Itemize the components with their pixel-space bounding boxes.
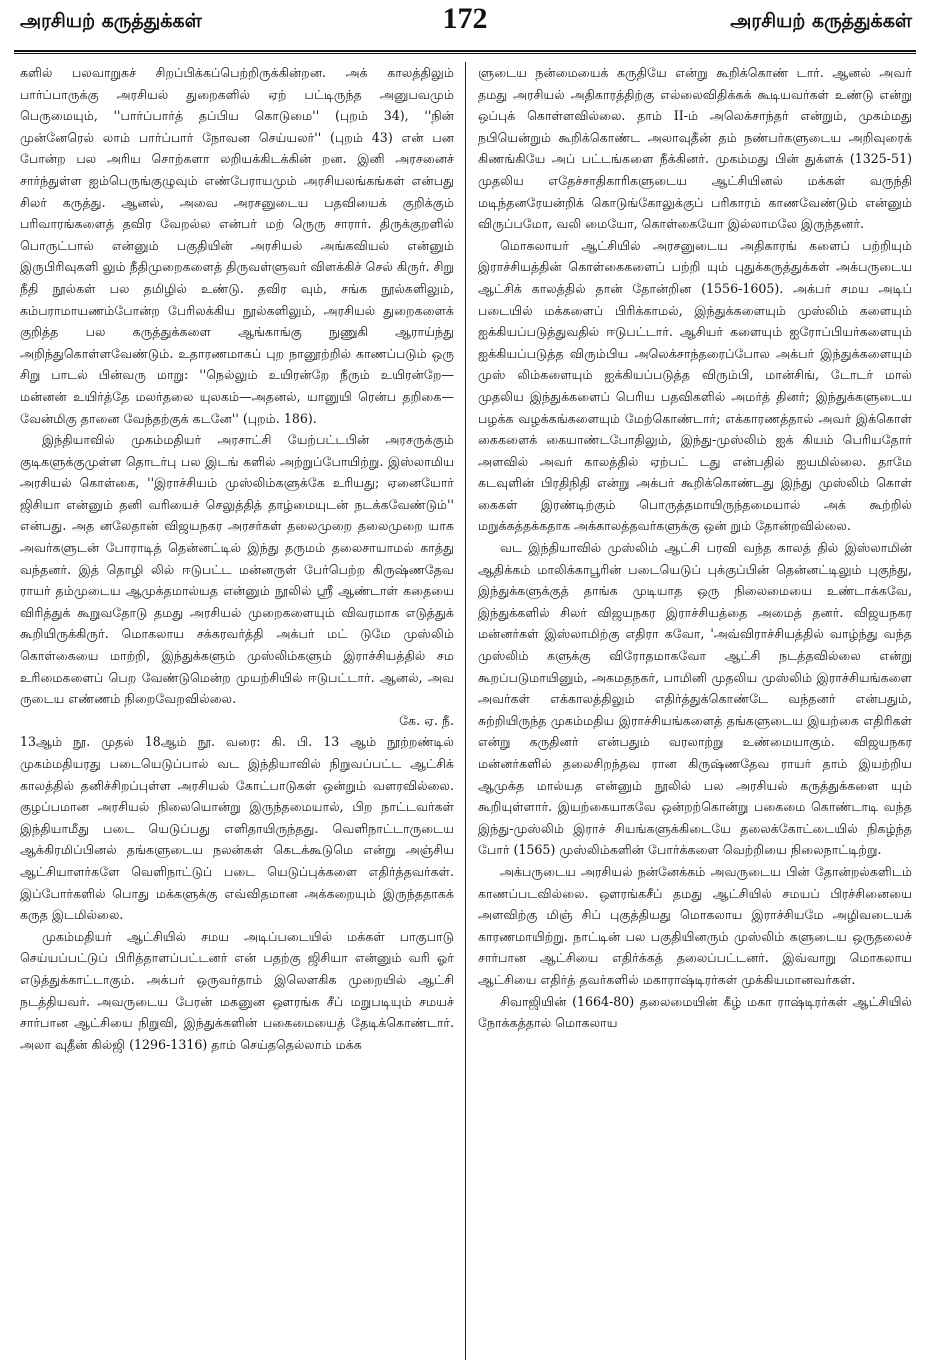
paragraph: ளுடைய நன்மையைக் கருதியே என்று கூறிக்கொண் டார். ஆனல் அவர் தமது அரசியல் அதிகாரத்திற்கு எல்லைவிதிக்கக் கூடியவர்கள் உண்டு என்று ஒப்புக் கொள்ளவில்லை. தாம் II-ம் அலெக்சாந்தர் என்றும், முகம்மது நபியென்றும் கூறிக்கொண்ட அலாவுதீன் தம் நண்பர்களுடைய அறிவுரைக் கிணங்கியே அப் பட்டங்களை நீக்கினர். முகம்மது பின் துக்ளக் (1325-51) முதலிய எதேச்சாதிகாரிகளுடைய ஆட்சியினல் மக்கள் வருந்தி மடிந்தனரேயன்றிக் கொடுங்கோலுக்குப் பரிகாரம் காணவேண்டும் என்னும் விருப்பமோ, வலி மையோ, கொள்கையோ இல்லாமலே இருந்தனர். <box>478 65 912 232</box>
page-number: 172 <box>442 2 488 35</box>
header-rule <box>14 50 916 54</box>
paragraph: வட இந்தியாவில் முஸ்லிம் ஆட்சி பரவி வந்த காலத் தில் இஸ்லாமின் ஆதிக்கம் மாலிக்காபூரின் படையெடுப் புக்குப்பின் தென்னட்டிலும் புகுந்து, இந்துக்களுக்குத் தாங்க முடியாத ஒரு நிலைமையை உண்டாக்கவே, இந்துக்களில் சிலர் விஜயநகர இராச்சியத்தை அமைத் தனர். விஜயநகர மன்னர்கள் இஸ்லாமிற்கு எதிரா கவோ, 'அவ்விராச்சியத்தில் வாழ்ந்து வந்த முஸ்லிம் களுக்கு விரோதமாகவோ ஆட்சி நடத்தவில்லை என்று கூறப்படுமாயினும், அகமதநகர், பாமினி முதலிய முஸ்லிம் இராச்சியங்களை அவர்கள் எக்காலத்திலும் எதிர்த்துக்கொண்டே வந்தனர் என்பதும், சுற்றியிருந்த முகம்மதிய இராச்சியங்களைத் தங்களுடைய இயற்கை எதிரிகள் என்று கருதினர் என்பதும் வரலாற்று உண்மையாகும். விஜயநகர மன்னர்களில் தலைசிறந்தவ ரான கிருஷ்ணதேவ ராயர் தாம் இயற்றிய ஆமுக்த மால்யத என்னும் நூலில் பல அரசியல் கருத்துக்களை யும் கூறியுள்ளார். இயற்கையாகவே ஒன்றற்கொன்று பகைமை கொண்டாடி வந்த இந்து-முஸ்லிம் இராச் சியங்களுக்கிடையே தலைக்கோட்டையில் நிகழ்ந்த போர் (1565) முஸ்லிம்களின் போர்க்களை வெற்றியை நிலைநாட்டிற்று. <box>478 540 912 858</box>
paragraph: இந்தியாவில் முகம்மதியர் அரசாட்சி யேற்பட்டபின் அரசருக்கும் குடிகளுக்குமுள்ள தொடர்பு பல இடங் களில் அற்றுப்போயிற்று. இஸ்லாமிய அரசியல் கொள்கை, ''இராச்சியம் முஸ்லிம்களுக்கே உரியது; ஏனையோர் ஜிசியா என்னும் தனி வரியைச் செலுத்தித் தாழ்மையுடன் நடக்கவேண்டும்'' என்பது. அத னலேதான் விஜயநகர அரசர்கள் தலைமுறை தலைமுறை யாக அவர்களுடன் போராடித் தென்னட்டில் இந்து தருமம் தலைசாயாமல் காத்து வந்தனர். இத் தொழி லில் ஈடுபட்ட மன்னருள் பேர்பெற்ற கிருஷ்ணதேவ ராயர் தம்முடைய ஆமுக்தமால்யத என்னும் நூலில் ஸ்ரீ ஆண்டாள் கதையை விரித்துக் கூறுவதோடு தமது அரசியல் முறைகளையும் விவரமாக எடுத்துக் கூறியிருக்கிருர். மொகலாய சக்கரவர்த்தி அக்பர் மட் டுமே முஸ்லிம் கொள்கையை மாற்றி, இந்துக்களும் முஸ்லிம்களும் இராச்சியத்தில் சம உரிமைகளைப் பெற வேண்டுமென்ற முயற்சியில் ஈடுபட்டார். ஆனல், அவ ருடைய எண்ணம் நிறைவேறவில்லை. <box>20 432 454 707</box>
paragraph: முகம்மதியர் ஆட்சியில் சமய அடிப்படையில் மக்கள் பாகுபாடு செய்யப்பட்டுப் பிரித்தாளப்பட்டனர் என் பதற்கு ஜிசியா என்னும் வரி ஓர் எடுத்துக்காட்டாகும். அக்பர் ஒருவர்தாம் இலௌகிக முறையில் ஆட்சி நடத்தியவர். அவருடைய பேரன் மகனுன ஔரங்க சீப் மறுபடியும் சமயச் சார்பான ஆட்சியை நிறுவி, இந்துக்களின் பகைமையைத் தேடிக்கொண்டார். அலா வுதீன் கில்ஜி (1296-1316) தாம் செய்ததெல்லாம் மக்க <box>20 928 454 1052</box>
paragraph: களில் பலவாறுகச் சிறப்பிக்கப்பெற்றிருக்கின்றன. அக் காலத்திலும் பார்ப்பாருக்கு அரசியல் துறைகளில் ஏற் பட்டிருந்த அனுபவமும் பெருமையும், ''பார்ப்பார்த் தப்பிய கொடுமை'' (புறம் 34), ''நின் முன்னேரெல் லாம் பார்ப்பார் நோவன செய்யலர்'' (புறம் 43) என் பன போன்ற பல அரிய சொற்களா லறியக்கிடக்கின் றன. இனி அரசனைச் சார்ந்துள்ள ஐம்பெருங்குழுவும் எண்பேராயமும் அரசியலங்கங்கள் என்பது சிலர் கருத்து. ஆனல், அவை அரசனுடைய பதவியைக் குறிக்கும் பரிவாரங்களைத் தவிர வேறல்ல என்பர் மற் ருெரு சாரார். திருக்குறளில் பொருட்பால் என்னும் பகுதியின் அரசியல் அங்கவியல் என்னும் இருபிரிவுகளி லும் நீதிமுறைகளைத் திருவள்ளுவர் விளக்கிச் செல் கிருர். சிறு நீதி நூல்கள் பல தமிழில் உண்டு. தவிர வும், சங்க நூல்களிலும், கம்பராமாயணம்போன்ற பேரிலக்கிய நூல்களிலும், அரசியல் துறைகளைக் குறித்த பல கருத்துக்களை ஆங்காங்கு நுணுகி ஆராய்ந்து அறிந்துகொள்ளவேண்டும். உதாரணமாகப் புற நானூற்றில் காணப்படும் ஒரு சிறு பாடல் பின்வரு மாறு: ''நெல்லும் உயிரன்றே நீரும் உயிரன்றே— மன்னன் உயிர்த்தே மலர்தலை யுலகம்—அதனல், யானுயி ரென்ப தறிகை—வேன்மிகு தானை வேந்தற்குக் கடனே'' (புறம். 186). <box>20 65 454 426</box>
author-signature: கே. ஏ. நீ. <box>399 712 454 728</box>
column-divider <box>465 62 466 1360</box>
right-column <box>478 62 912 1360</box>
section-paragraph: 13ஆம் நூ. முதல் 18ஆம் நூ. வரை: கி. பி. 13 ஆம் நூற்றண்டில் முகம்மதியரது படையெடுப்பால் வட இந்தியாவில் நிறுவப்பட்ட ஆட்சிக் காலத்தில் தனிச்சிறப்புள்ள அரசியல் கோட்பாடுகள் ஒன்றும் வளரவில்லை. குழப்பமான அரசியல் நிலையொன்று இருந்தமையால், பிற நாட்டவர்கள் இந்தியாமீது படை யெடுப்பது எளிதாயிருந்தது. வெளிநாட்டாருடைய ஆக்கிரமிப்பினல் தங்களுடைய நலன்கள் கெடக்கூடுமெ என்று அஞ்சிய ஆட்சியாளர்களே வெளிநாட்டுப் படை யெடுப்புக்களை எதிர்த்தவர்கள். இப்போர்களில் பொது மக்களுக்கு எவ்விதமான அக்கறையும் இருந்ததாகக் கருத இடமில்லை. <box>20 734 454 923</box>
running-title-left: அரசியற் கருத்துக்கள் <box>20 10 202 32</box>
paragraph: மொகலாயர் ஆட்சியில் அரசனுடைய அதிகாரங் களைப் பற்றியும் இராச்சியத்தின் கொள்கைகளைப் பற்றி யும் புதுக்கருத்துக்கள் அக்பருடைய ஆட்சிக் காலத்தில் தான் தோன்றின (1556-1605). அக்பர் சமய அடிப் படையில் மக்களைப் பிரிக்காமல், இந்துக்களையும் முஸ்லிம் களையும் ஐக்கியப்படுத்துவதில் ஈடுபட்டார். ஆசியர் களையும் ஐரோப்பியர்களையும் ஐக்கியப்படுத்த விரும்பிய அலெக்சாந்தரைப்போல அக்பர் இந்துக்களையும் முஸ் லிம்களையும் ஐக்கியப்படுத்த விரும்பி, மான்சிங், டோடர் மால் முதலிய இந்துக்களைப் பெரிய பதவிகளில் அமர்த் தினர்; இந்துக்களுடைய பழக்க வழக்கங்களையும் மேற்கொண்டார்; எக்காரணத்தால் அவர் இக்கொள் கைகளைக் கையாண்டபோதிலும், இந்து-முஸ்லிம் ஐக் கியம் பெரியதோர் அளவில் அவர் காலத்தில் ஏற்பட் டது என்பதில் ஐயமில்லை. தாமே கடவுளின் பிரதிநிதி என்று அக்பர் கூறிக்கொண்டது இந்து முஸ்லிம் கொள் கைகள் இரண்டிற்கும் பொருத்தமாயிருந்தமையால் அக் கூற்றில் மறுக்கத்தக்கதாக அக்காலத்தவர்களுக்கு ஒன் றும் தோன்றவில்லை. <box>478 237 912 534</box>
page-header <box>0 0 930 52</box>
left-column <box>20 62 454 1360</box>
paragraph: அக்பருடைய அரசியல் நன்னேக்கம் அவருடைய பின் தோன்றல்களிடம் காணப்படவில்லை. ஔரங்கசீப் தமது ஆட்சியில் சமயப் பிரச்சினையை அளவிற்கு மிஞ் சிப் புகுத்தியது மொகலாய இராச்சியமே அழிவடையக் காரணமாயிற்று. நாட்டின் பல பகுதியினரும் முஸ்லிம் களுடைய ஒருதலைச் சார்பான ஆட்சியை எதிர்க்கத் தலைப்பட்டனர். இவ்வாறு மொகலாய ஆட்சியை எதிர்த் தவர்களில் மகாராஷ்டிரர்கள் முக்கியமானவர்கள். <box>478 863 912 987</box>
paragraph: சிவாஜியின் (1664-80) தலைமையின் கீழ் மகா ராஷ்டிரர்கள் ஆட்சியில் நோக்கத்தால் மொகலாய <box>478 993 912 1031</box>
running-title-right: அரசியற் கருத்துக்கள் <box>730 10 912 32</box>
